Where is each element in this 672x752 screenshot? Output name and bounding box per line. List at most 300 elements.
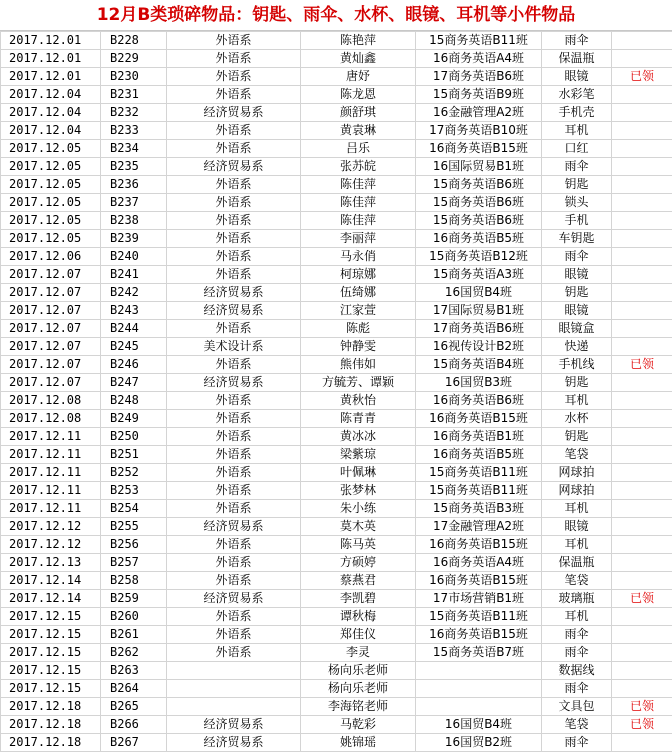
table-row [1, 428, 672, 446]
item-cell: 水彩笔 [542, 86, 612, 104]
department-cell: 外语系 [167, 392, 301, 410]
item-code-cell: B240 [101, 248, 167, 266]
status-cell [612, 302, 672, 320]
finder-name-cell: 陈青青 [301, 410, 416, 428]
department-cell: 外语系 [167, 428, 301, 446]
date-cell: 2017.12.07 [1, 284, 101, 302]
department-cell: 经济贸易系 [167, 716, 301, 734]
date-cell: 2017.12.18 [1, 716, 101, 734]
finder-name-cell: 李凯碧 [301, 590, 416, 608]
date-cell: 2017.12.15 [1, 662, 101, 680]
class-cell: 16商务英语B15班 [416, 536, 542, 554]
finder-name-cell: 熊伟如 [301, 356, 416, 374]
item-cell: 钥匙 [542, 374, 612, 392]
table-row [1, 716, 672, 734]
table-row [1, 464, 672, 482]
date-cell: 2017.12.07 [1, 338, 101, 356]
status-cell [612, 158, 672, 176]
item-code-cell: B262 [101, 644, 167, 662]
department-cell: 外语系 [167, 410, 301, 428]
date-cell: 2017.12.05 [1, 194, 101, 212]
item-cell: 口红 [542, 140, 612, 158]
item-code-cell: B253 [101, 482, 167, 500]
item-cell: 手机线 [542, 356, 612, 374]
item-cell: 锁头 [542, 194, 612, 212]
department-cell: 外语系 [167, 194, 301, 212]
item-cell: 眼镜 [542, 302, 612, 320]
class-cell: 15商务英语B6班 [416, 194, 542, 212]
finder-name-cell: 谭秋梅 [301, 608, 416, 626]
item-code-cell: B242 [101, 284, 167, 302]
table-row [1, 248, 672, 266]
item-code-cell: B249 [101, 410, 167, 428]
finder-name-cell: 钟静雯 [301, 338, 416, 356]
item-code-cell: B246 [101, 356, 167, 374]
finder-name-cell: 张苏皖 [301, 158, 416, 176]
class-cell: 15商务英语B11班 [416, 32, 542, 50]
status-cell: 已领 [612, 68, 672, 86]
status-cell [612, 194, 672, 212]
table-row [1, 410, 672, 428]
date-cell: 2017.12.14 [1, 590, 101, 608]
status-cell [612, 626, 672, 644]
date-cell: 2017.12.13 [1, 554, 101, 572]
date-cell: 2017.12.12 [1, 518, 101, 536]
status-cell [612, 32, 672, 50]
item-cell: 手机 [542, 212, 612, 230]
status-cell [612, 266, 672, 284]
department-cell: 外语系 [167, 554, 301, 572]
status-cell: 已领 [612, 698, 672, 716]
item-cell: 笔袋 [542, 716, 612, 734]
item-cell: 手机壳 [542, 104, 612, 122]
class-cell: 16商务英语A4班 [416, 50, 542, 68]
table-row [1, 680, 672, 698]
finder-name-cell: 黄灿鑫 [301, 50, 416, 68]
table-row [1, 518, 672, 536]
date-cell: 2017.12.07 [1, 266, 101, 284]
class-cell: 16国贸B4班 [416, 284, 542, 302]
date-cell: 2017.12.11 [1, 500, 101, 518]
item-cell: 耳机 [542, 122, 612, 140]
class-cell: 16商务英语B15班 [416, 572, 542, 590]
item-code-cell: B236 [101, 176, 167, 194]
finder-name-cell: 陈龙恩 [301, 86, 416, 104]
item-cell: 耳机 [542, 608, 612, 626]
date-cell: 2017.12.01 [1, 32, 101, 50]
finder-name-cell: 马永俏 [301, 248, 416, 266]
department-cell: 美术设计系 [167, 338, 301, 356]
item-code-cell: B257 [101, 554, 167, 572]
finder-name-cell: 陈艳萍 [301, 32, 416, 50]
department-cell: 经济贸易系 [167, 590, 301, 608]
status-cell [612, 608, 672, 626]
finder-name-cell: 黄袁琳 [301, 122, 416, 140]
date-cell: 2017.12.11 [1, 428, 101, 446]
finder-name-cell: 颜舒琪 [301, 104, 416, 122]
department-cell: 外语系 [167, 230, 301, 248]
class-cell: 15商务英语B11班 [416, 482, 542, 500]
item-code-cell: B254 [101, 500, 167, 518]
table-row [1, 122, 672, 140]
finder-name-cell: 方硕婷 [301, 554, 416, 572]
table-row [1, 50, 672, 68]
table-row [1, 554, 672, 572]
finder-name-cell: 陈佳萍 [301, 212, 416, 230]
department-cell: 外语系 [167, 140, 301, 158]
finder-name-cell: 马乾彩 [301, 716, 416, 734]
table-row [1, 698, 672, 716]
item-cell: 钥匙 [542, 284, 612, 302]
class-cell: 17金融管理A2班 [416, 518, 542, 536]
department-cell: 外语系 [167, 266, 301, 284]
department-cell: 外语系 [167, 500, 301, 518]
department-cell: 外语系 [167, 572, 301, 590]
department-cell [167, 680, 301, 698]
item-code-cell: B266 [101, 716, 167, 734]
item-code-cell: B263 [101, 662, 167, 680]
item-cell: 雨伞 [542, 248, 612, 266]
item-cell: 眼镜 [542, 68, 612, 86]
date-cell: 2017.12.18 [1, 734, 101, 752]
item-cell: 文具包 [542, 698, 612, 716]
item-cell: 笔袋 [542, 446, 612, 464]
table-row [1, 32, 672, 50]
table-row [1, 374, 672, 392]
item-cell: 快递 [542, 338, 612, 356]
table-row [1, 176, 672, 194]
finder-name-cell: 柯琼娜 [301, 266, 416, 284]
date-cell: 2017.12.11 [1, 464, 101, 482]
date-cell: 2017.12.05 [1, 176, 101, 194]
date-cell: 2017.12.05 [1, 140, 101, 158]
date-cell: 2017.12.15 [1, 608, 101, 626]
item-code-cell: B250 [101, 428, 167, 446]
table-row [1, 662, 672, 680]
date-cell: 2017.12.08 [1, 410, 101, 428]
date-cell: 2017.12.15 [1, 644, 101, 662]
item-cell: 耳机 [542, 392, 612, 410]
item-code-cell: B244 [101, 320, 167, 338]
item-code-cell: B267 [101, 734, 167, 752]
date-cell: 2017.12.04 [1, 122, 101, 140]
table-row [1, 158, 672, 176]
status-cell [612, 50, 672, 68]
item-cell: 车钥匙 [542, 230, 612, 248]
sheet-title: 12月B类琐碎物品：钥匙、雨伞、水杯、眼镜、耳机等小件物品 [0, 0, 672, 31]
department-cell: 外语系 [167, 644, 301, 662]
table-row [1, 68, 672, 86]
status-cell [612, 734, 672, 752]
table-row [1, 572, 672, 590]
status-cell [612, 338, 672, 356]
item-cell: 笔袋 [542, 572, 612, 590]
date-cell: 2017.12.15 [1, 680, 101, 698]
item-code-cell: B264 [101, 680, 167, 698]
status-cell [612, 176, 672, 194]
item-code-cell: B241 [101, 266, 167, 284]
item-code-cell: B239 [101, 230, 167, 248]
date-cell: 2017.12.08 [1, 392, 101, 410]
department-cell: 经济贸易系 [167, 734, 301, 752]
class-cell: 15商务英语B9班 [416, 86, 542, 104]
class-cell: 17商务英语B6班 [416, 320, 542, 338]
status-cell [612, 230, 672, 248]
class-cell: 15商务英语B7班 [416, 644, 542, 662]
department-cell: 经济贸易系 [167, 104, 301, 122]
department-cell: 外语系 [167, 464, 301, 482]
table-row [1, 284, 672, 302]
finder-name-cell: 唐妤 [301, 68, 416, 86]
finder-name-cell: 梁紫琼 [301, 446, 416, 464]
department-cell: 外语系 [167, 68, 301, 86]
class-cell: 16商务英语B6班 [416, 392, 542, 410]
department-cell: 外语系 [167, 356, 301, 374]
department-cell [167, 698, 301, 716]
class-cell: 16商务英语B15班 [416, 140, 542, 158]
class-cell: 17商务英语B10班 [416, 122, 542, 140]
item-cell: 雨伞 [542, 680, 612, 698]
item-code-cell: B251 [101, 446, 167, 464]
item-cell: 雨伞 [542, 644, 612, 662]
class-cell: 16商务英语A4班 [416, 554, 542, 572]
item-cell: 钥匙 [542, 428, 612, 446]
date-cell: 2017.12.07 [1, 302, 101, 320]
status-cell [612, 482, 672, 500]
class-cell: 17商务英语B6班 [416, 68, 542, 86]
finder-name-cell: 李丽萍 [301, 230, 416, 248]
item-code-cell: B232 [101, 104, 167, 122]
date-cell: 2017.12.04 [1, 104, 101, 122]
item-cell: 钥匙 [542, 176, 612, 194]
class-cell: 15商务英语B11班 [416, 464, 542, 482]
item-code-cell: B231 [101, 86, 167, 104]
item-cell: 眼镜 [542, 518, 612, 536]
lost-items-table [0, 31, 672, 752]
item-cell: 保温瓶 [542, 554, 612, 572]
department-cell: 经济贸易系 [167, 284, 301, 302]
status-cell [612, 680, 672, 698]
table-body [1, 32, 672, 752]
finder-name-cell: 莫木英 [301, 518, 416, 536]
class-cell: 16商务英语B15班 [416, 626, 542, 644]
finder-name-cell: 陈佳萍 [301, 176, 416, 194]
table-row [1, 302, 672, 320]
finder-name-cell: 黄冰冰 [301, 428, 416, 446]
status-cell: 已领 [612, 356, 672, 374]
date-cell: 2017.12.11 [1, 482, 101, 500]
table-row [1, 230, 672, 248]
class-cell: 17国际贸易B1班 [416, 302, 542, 320]
item-cell: 保温瓶 [542, 50, 612, 68]
status-cell [612, 536, 672, 554]
class-cell [416, 680, 542, 698]
finder-name-cell: 吕乐 [301, 140, 416, 158]
table-row [1, 590, 672, 608]
status-cell: 已领 [612, 716, 672, 734]
finder-name-cell: 蔡燕君 [301, 572, 416, 590]
class-cell: 16商务英语B15班 [416, 410, 542, 428]
finder-name-cell: 方毓芳、谭颖 [301, 374, 416, 392]
department-cell: 经济贸易系 [167, 158, 301, 176]
class-cell: 16商务英语B5班 [416, 446, 542, 464]
table-row [1, 212, 672, 230]
date-cell: 2017.12.05 [1, 212, 101, 230]
department-cell: 经济贸易系 [167, 374, 301, 392]
table-row [1, 626, 672, 644]
finder-name-cell: 李海铭老师 [301, 698, 416, 716]
class-cell: 16金融管理A2班 [416, 104, 542, 122]
status-cell [612, 140, 672, 158]
finder-name-cell: 杨向乐老师 [301, 662, 416, 680]
item-code-cell: B265 [101, 698, 167, 716]
date-cell: 2017.12.14 [1, 572, 101, 590]
status-cell [612, 500, 672, 518]
item-code-cell: B247 [101, 374, 167, 392]
status-cell [612, 104, 672, 122]
item-code-cell: B243 [101, 302, 167, 320]
item-code-cell: B248 [101, 392, 167, 410]
status-cell [612, 86, 672, 104]
class-cell: 16国贸B4班 [416, 716, 542, 734]
date-cell: 2017.12.01 [1, 50, 101, 68]
department-cell [167, 662, 301, 680]
status-cell [612, 212, 672, 230]
class-cell: 16国贸B3班 [416, 374, 542, 392]
date-cell: 2017.12.07 [1, 356, 101, 374]
department-cell: 外语系 [167, 608, 301, 626]
department-cell: 外语系 [167, 86, 301, 104]
department-cell: 外语系 [167, 446, 301, 464]
finder-name-cell: 陈马英 [301, 536, 416, 554]
table-row [1, 536, 672, 554]
finder-name-cell: 陈彪 [301, 320, 416, 338]
finder-name-cell: 郑佳仪 [301, 626, 416, 644]
date-cell: 2017.12.15 [1, 626, 101, 644]
class-cell: 16国贸B2班 [416, 734, 542, 752]
item-code-cell: B261 [101, 626, 167, 644]
item-code-cell: B255 [101, 518, 167, 536]
table-row [1, 392, 672, 410]
item-code-cell: B256 [101, 536, 167, 554]
item-cell: 耳机 [542, 536, 612, 554]
item-code-cell: B230 [101, 68, 167, 86]
finder-name-cell: 姚锦瑶 [301, 734, 416, 752]
table-row [1, 644, 672, 662]
table-row [1, 446, 672, 464]
table-row [1, 140, 672, 158]
item-cell: 网球拍 [542, 482, 612, 500]
finder-name-cell: 陈佳萍 [301, 194, 416, 212]
item-code-cell: B259 [101, 590, 167, 608]
status-cell [612, 518, 672, 536]
department-cell: 经济贸易系 [167, 302, 301, 320]
class-cell: 15商务英语A3班 [416, 266, 542, 284]
date-cell: 2017.12.11 [1, 446, 101, 464]
status-cell [612, 662, 672, 680]
class-cell: 15商务英语B6班 [416, 212, 542, 230]
date-cell: 2017.12.06 [1, 248, 101, 266]
item-code-cell: B238 [101, 212, 167, 230]
status-cell [612, 446, 672, 464]
item-cell: 玻璃瓶 [542, 590, 612, 608]
item-cell: 雨伞 [542, 734, 612, 752]
class-cell: 15商务英语B12班 [416, 248, 542, 266]
department-cell: 外语系 [167, 482, 301, 500]
item-code-cell: B228 [101, 32, 167, 50]
table-row [1, 500, 672, 518]
department-cell: 外语系 [167, 320, 301, 338]
class-cell: 16视传设计B2班 [416, 338, 542, 356]
department-cell: 外语系 [167, 212, 301, 230]
status-cell [612, 374, 672, 392]
table-row [1, 320, 672, 338]
item-cell: 眼镜盒 [542, 320, 612, 338]
finder-name-cell: 朱小练 [301, 500, 416, 518]
status-cell [612, 320, 672, 338]
table-row [1, 266, 672, 284]
status-cell [612, 572, 672, 590]
item-code-cell: B237 [101, 194, 167, 212]
department-cell: 外语系 [167, 122, 301, 140]
item-code-cell: B235 [101, 158, 167, 176]
department-cell: 经济贸易系 [167, 518, 301, 536]
finder-name-cell: 江家萱 [301, 302, 416, 320]
finder-name-cell: 杨向乐老师 [301, 680, 416, 698]
item-cell: 数据线 [542, 662, 612, 680]
date-cell: 2017.12.18 [1, 698, 101, 716]
table-row [1, 104, 672, 122]
class-cell: 16国际贸易B1班 [416, 158, 542, 176]
department-cell: 外语系 [167, 248, 301, 266]
status-cell [612, 410, 672, 428]
date-cell: 2017.12.05 [1, 230, 101, 248]
item-code-cell: B234 [101, 140, 167, 158]
date-cell: 2017.12.12 [1, 536, 101, 554]
item-code-cell: B252 [101, 464, 167, 482]
status-cell [612, 248, 672, 266]
item-cell: 耳机 [542, 500, 612, 518]
department-cell: 外语系 [167, 626, 301, 644]
finder-name-cell: 李灵 [301, 644, 416, 662]
table-row [1, 482, 672, 500]
department-cell: 外语系 [167, 50, 301, 68]
finder-name-cell: 张梦林 [301, 482, 416, 500]
table-row [1, 86, 672, 104]
table-row [1, 734, 672, 752]
department-cell: 外语系 [167, 536, 301, 554]
item-code-cell: B229 [101, 50, 167, 68]
finder-name-cell: 伍绮娜 [301, 284, 416, 302]
status-cell [612, 428, 672, 446]
class-cell: 16商务英语B5班 [416, 230, 542, 248]
class-cell: 15商务英语B6班 [416, 176, 542, 194]
item-cell: 雨伞 [542, 626, 612, 644]
status-cell [612, 392, 672, 410]
class-cell: 15商务英语B11班 [416, 608, 542, 626]
department-cell: 外语系 [167, 32, 301, 50]
status-cell [612, 284, 672, 302]
class-cell [416, 662, 542, 680]
status-cell [612, 122, 672, 140]
date-cell: 2017.12.04 [1, 86, 101, 104]
status-cell [612, 464, 672, 482]
item-cell: 雨伞 [542, 32, 612, 50]
date-cell: 2017.12.07 [1, 320, 101, 338]
table-row [1, 608, 672, 626]
table-row [1, 356, 672, 374]
date-cell: 2017.12.07 [1, 374, 101, 392]
